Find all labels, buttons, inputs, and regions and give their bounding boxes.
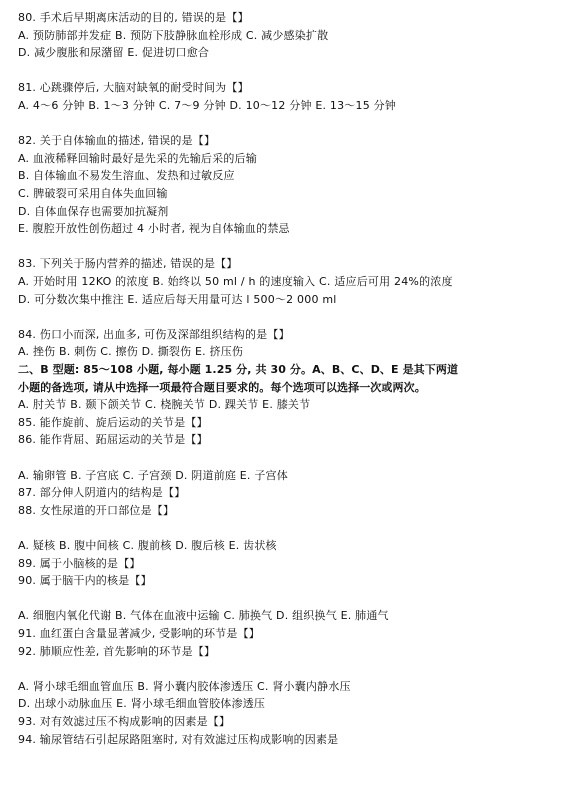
text-line: 小题的备选项, 请从中选择一项最符合题目要求的。每个选项可以选择一次或两次。: [18, 380, 426, 394]
text-line: A. 细胞内氧化代谢 B. 气体在血液中运输 C. 肺换气 D. 组织换气 E. 肺通气: [18, 609, 389, 623]
text-line: D. 自体血保存也需要加抗凝剂: [18, 204, 169, 218]
text-line: A. 4～6 分钟 B. 1～3 分钟 C. 7～9 分钟 D. 10～12 分钟 E. 13～15 分钟: [18, 99, 396, 112]
text-line: 91. 血红蛋白含量显著减少, 受影响的环节是【】: [18, 627, 260, 640]
text-line: C. 脾破裂可采用自体失血回输: [18, 187, 168, 200]
text-line: 89. 属于小脑核的是【】: [18, 556, 141, 570]
text-line: A. 肾小球毛细血管血压 B. 肾小囊内胶体渗透压 C. 肾小囊内静水压: [18, 679, 351, 693]
text-line: 82. 关于自体输血的描述, 错误的是【】: [18, 134, 216, 148]
text-line: 92. 肺顺应性差, 首先影响的环节是【】: [18, 644, 216, 658]
text-line: 93. 对有效滤过压不构成影响的因素是【】: [18, 715, 231, 728]
text-line: D. 可分数次集中推注 E. 适应后每天用量可达 l 500～2 000 ml: [18, 292, 337, 306]
text-line: 81. 心跳骤停后, 大脑对缺氧的耐受时间为【】: [18, 81, 249, 95]
text-line: A. 肘关节 B. 颞下颌关节 C. 桡腕关节 D. 踝关节 E. 膝关节: [18, 398, 311, 412]
text-line: 80. 手术后早期离床活动的目的, 错误的是【】: [18, 11, 249, 24]
text-line: A. 血液稀释回输时最好是先采的先输后采的后输: [18, 151, 257, 165]
text-line: 84. 伤口小而深, 出血多, 可伤及深部组织结构的是【】: [18, 327, 290, 341]
text-line: 88. 女性尿道的开口部位是【】: [18, 503, 175, 517]
text-line: D. 减少腹胀和尿潴留 E. 促进切口愈合: [18, 46, 210, 60]
text-line: E. 腹腔开放性创伤超过 4 小时者, 视为自体输血的禁忌: [18, 222, 290, 236]
text-line: 83. 下列关于肠内营养的描述, 错误的是【】: [18, 257, 238, 271]
text-line: 94. 输尿管结石引起尿路阻塞时, 对有效滤过压构成影响的因素是: [18, 732, 339, 746]
text-line: B. 自体输血不易发生溶血、发热和过敏反应: [18, 169, 235, 183]
text-line: A. 输卵管 B. 子宫底 C. 子宫颈 D. 阴道前庭 E. 子宫体: [18, 468, 288, 482]
text-line: 二、B 型题: 85～108 小题, 每小题 1.25 分, 共 30 分。A、B、C、D、E 是其下两道: [18, 363, 459, 376]
text-line: D. 出球小动脉血压 E. 肾小球毛细血管胶体渗透压: [18, 697, 266, 711]
text-line: 87. 部分伸人阴道内的结构是【】: [18, 486, 186, 500]
text-line: A. 开始时用 12KO 的浓度 B. 始终以 50 ml / h 的速度输入 C. 适应后可用 24%的浓度: [18, 275, 453, 288]
text-line: A. 疑核 B. 腹中间核 C. 腹前核 D. 腹后核 E. 齿状核: [18, 539, 277, 552]
text-line: 85. 能作旋前、旋后运动的关节是【】: [18, 415, 208, 429]
text-line: A. 挫伤 B. 刺伤 C. 擦伤 D. 撕裂伤 E. 挤压伤: [18, 345, 244, 359]
text-line: 86. 能作背屈、跖屈运动的关节是【】: [18, 433, 208, 447]
text-line: 90. 属于脑干内的核是【】: [18, 574, 152, 588]
text-line: A. 预防肺部并发症 B. 预防下肢静脉血栓形成 C. 减少感染扩散: [18, 28, 329, 42]
